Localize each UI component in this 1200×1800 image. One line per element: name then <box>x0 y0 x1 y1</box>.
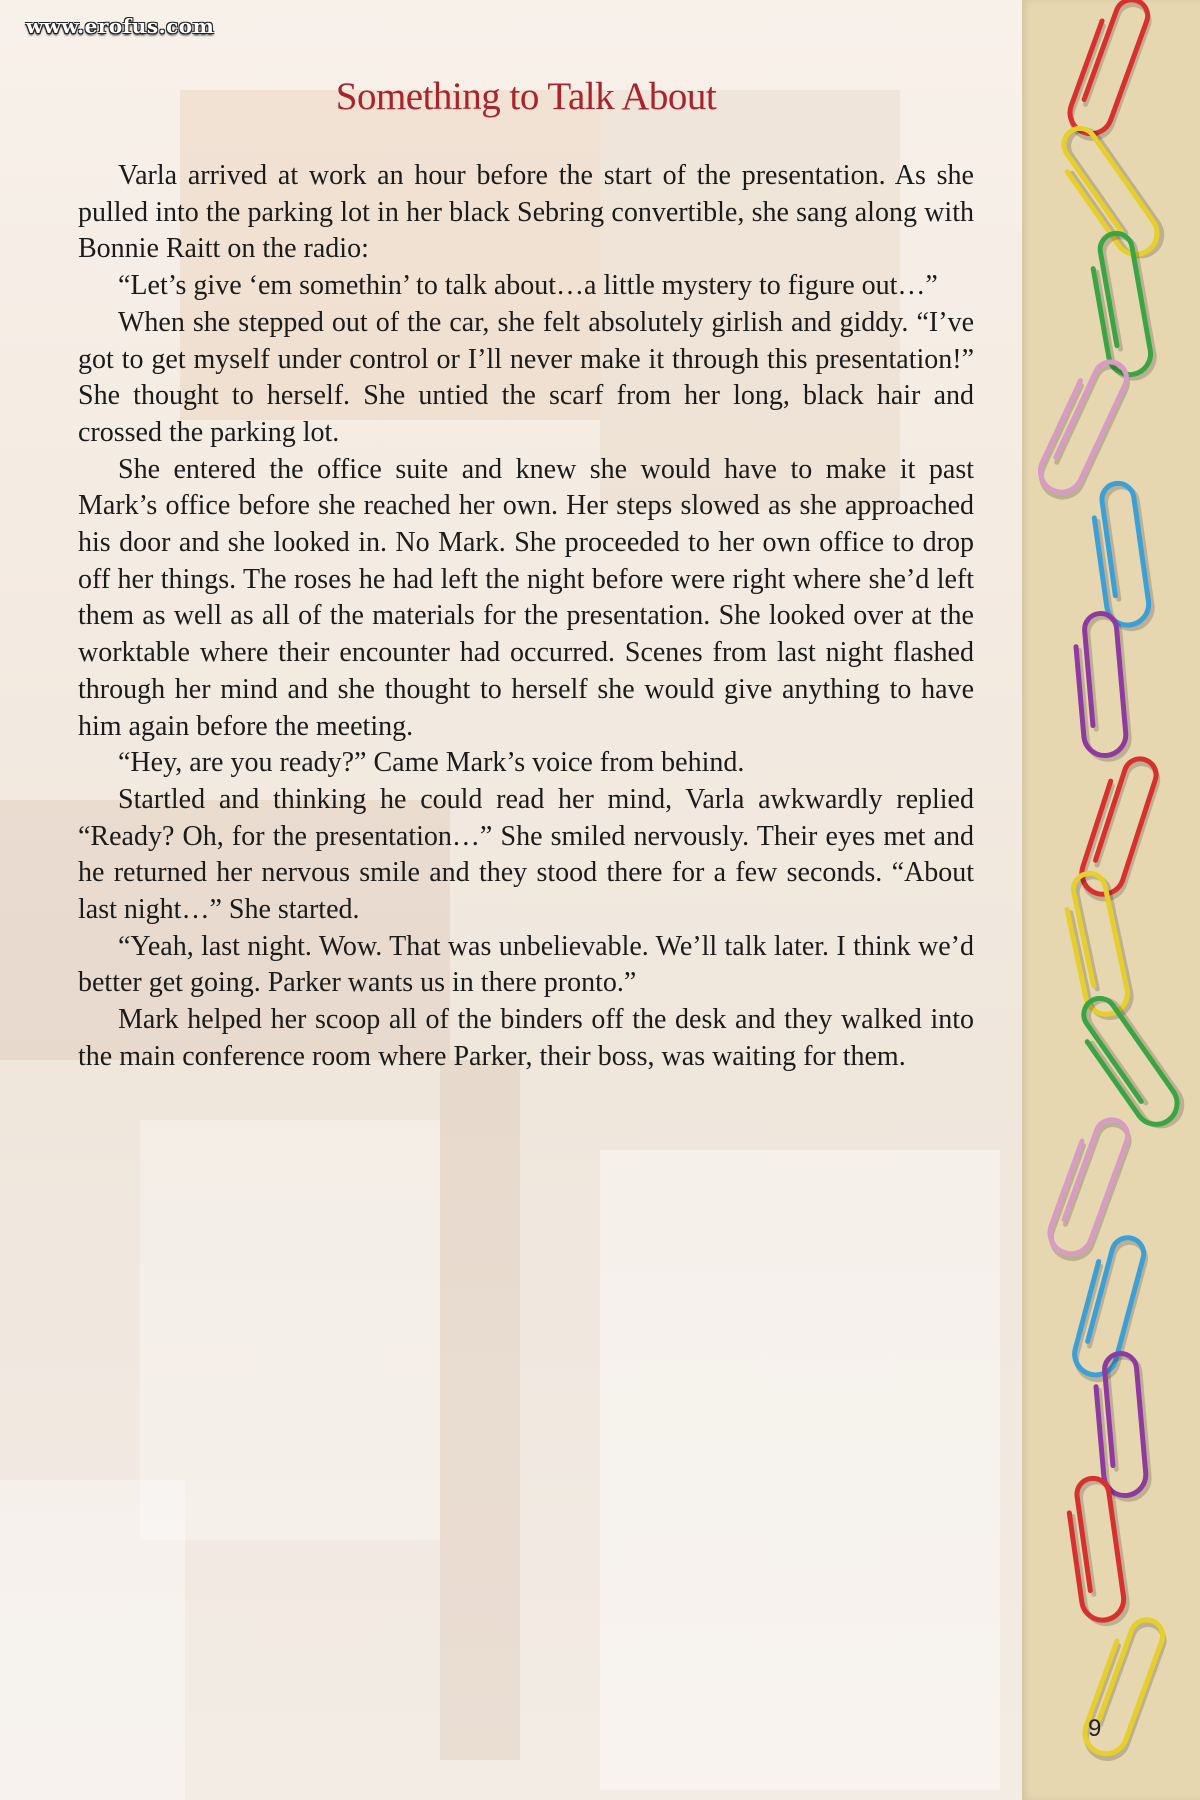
paperclip-icon <box>1090 481 1155 632</box>
background-carton <box>0 1480 185 1800</box>
paragraph: She entered the office suite and knew she would have to make it past Mark’s office before she reached her own. Her steps slowed as she approached his door and she looked in. No Mark. She proceeded to her own office to drop off her things. The roses he had left the night before were right where she’d left them as well as all of the materials for the presentation. She looked over at the worktable where their encounter had occurred. Scenes from last night flashed through her mind and she thought to herself she would give anything to have him again before the meeting. <box>78 453 974 742</box>
background-box <box>600 1150 1000 1790</box>
paperclip-icon <box>1075 752 1163 905</box>
paragraph: Mark helped her scoop all of the binders off the desk and they walked into the main conference room where Parker, their boss, was waiting for them. <box>78 1004 974 1072</box>
page-number: 9 <box>1088 1715 1102 1742</box>
paragraph: “Let’s give ‘em somethin’ to talk about…a little mystery to figure out…” <box>118 270 938 302</box>
paragraph: Varla arrived at work an hour before the start of the presentation. As she pulled into the parking lot in her black Sebring convertible, she sang along with Bonnie Raitt on the radio: <box>78 160 974 265</box>
paperclip-icon <box>1049 120 1170 265</box>
page-title: Something to Talk About <box>335 75 717 118</box>
paperclip-column <box>1022 0 1200 1800</box>
background-shelf <box>440 1060 520 1760</box>
paragraph: When she stepped out of the car, she felt absolutely girlish and giddy. “I’ve got to get myself under control or I’ll never make it through this presentation!” She thought to herself. She untied the scarf from her long, black hair and crossed the parking lot. <box>78 306 974 448</box>
paperclip-icon <box>1073 612 1131 761</box>
background-paper-stack <box>140 1120 440 1540</box>
paperclip-icon <box>1063 0 1155 144</box>
paragraph: “Hey, are you ready?” Came Mark’s voice from behind. <box>118 747 745 779</box>
paragraph: “Yeah, last night. Wow. That was unbelievable. We’ll talk later. I think we’d better get going. Parker wants us in there pronto.” <box>78 930 974 999</box>
story-body <box>78 158 974 1076</box>
watermark: www.erofus.com <box>26 14 215 38</box>
paragraph: Startled and thinking he could read her mind, Varla awkwardly replied “Ready? Oh, for the presentation…” She smiled nervously. Their eyes met and he returned her nervous smile and they stood there for a few seconds. “About last night…” She started. <box>78 783 974 926</box>
paperclip-icon <box>1069 990 1190 1135</box>
